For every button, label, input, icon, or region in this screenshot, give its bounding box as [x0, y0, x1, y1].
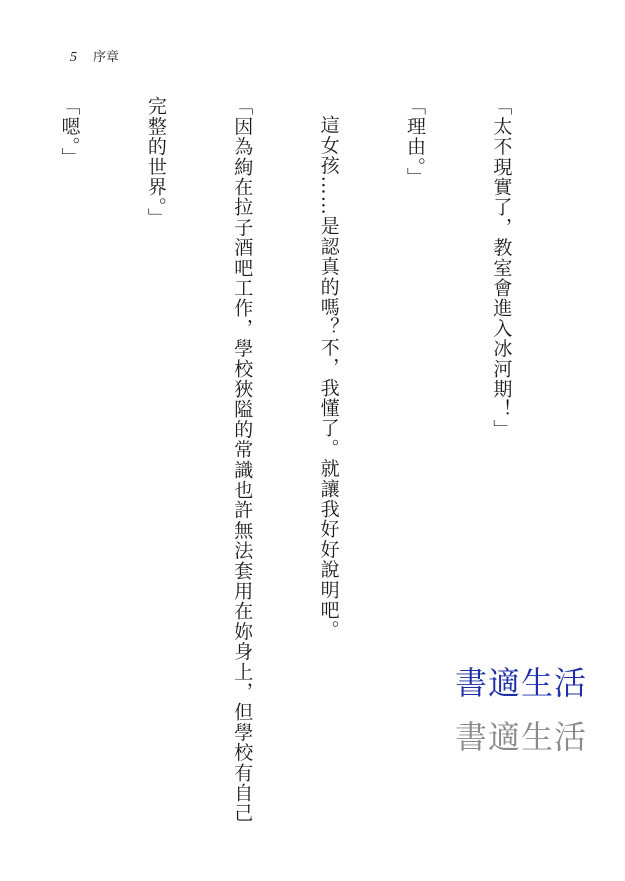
watermark-gray: 書適生活 — [455, 718, 588, 756]
chapter-title: 序章 — [93, 50, 120, 65]
text-line — [400, 96, 429, 856]
line-text: 這女孩……是認真的嗎？不，我懂了。就讓我好好說明吧。 — [317, 115, 340, 641]
text-line — [314, 96, 343, 856]
line-text: 「太不現實了，教室會進入冰河期！」 — [490, 96, 513, 440]
line-text: 「嗯。」 — [58, 96, 81, 168]
text-line — [141, 96, 170, 856]
line-text: 完整的世界。」 — [144, 96, 167, 228]
watermark-blue: 書適生活 — [455, 664, 588, 702]
line-text: 「因為絢在拉子酒吧工作，學校狹隘的常識也許無法套用在妳身上，但學校有自己 — [231, 96, 254, 824]
line-text: 「理由。」 — [404, 96, 427, 188]
text-line — [55, 96, 84, 856]
text-line — [227, 96, 256, 856]
page-header — [70, 46, 119, 66]
page-number: 5 — [70, 50, 77, 65]
